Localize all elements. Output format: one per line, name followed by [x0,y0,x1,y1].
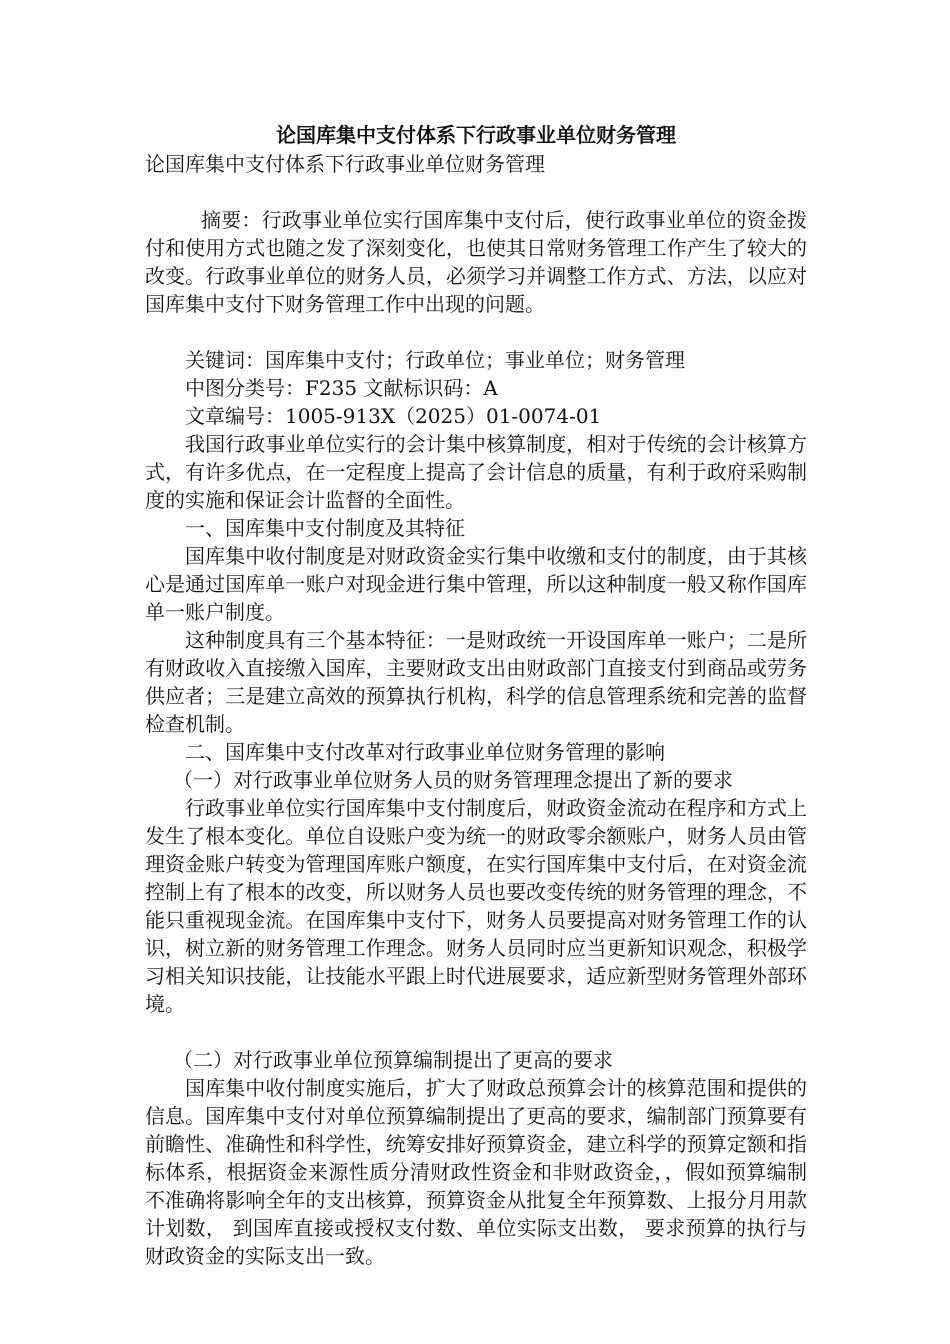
keywords-line: 关键词：国库集中支付；行政单位；事业单位；财务管理 [185,348,685,372]
intro-paragraph: 我国行政事业单位实行的会计集中核算制度，相对于传统的会计核算方式，有许多优点，在一定程度上提高了会计信息的质量，有利于政府采购制度的实施和保证会计监督的全面性。 [145,432,807,512]
section-1-paragraph-b: 这种制度具有三个基本特征：一是财政统一开设国库单一账户；二是所有财政收入直接缴入国库，主要财政支出由财政部门直接支付到商品或劳务供应者；三是建立高效的预算执行机构，科学的信息管理系统和完善的监督检查机制。 [145,628,807,736]
document-page [145,120,807,1270]
subsection-2-2-paragraph: 国库集中收付制度实施后，扩大了财政总预算会计的核算范围和提供的信息。国库集中支付对单位预算编制提出了更高的要求，编制部门预算要有前瞻性、准确性和科学性，统筹安排好预算资金，建立科学的预算定额和指标体系，根据资金来源性质分清财政性资金和非财政资金，，假如预算编制不准确将影响全年的支出核算，预算资金从批复全年预算数、上报分月用款计划数， 到国库直接或授权支付数、单位实际支出数， 要求预算的执行与财政资金的实际支出一致。 [145,1076,807,1268]
abstract-paragraph: 摘要：行政事业单位实行国库集中支付后，使行政事业单位的资金拨付和使用方式也随之发了深刻变化，也使其日常财务管理工作产生了较大的改变。行政事业单位的财务人员，必须学习并调整工作方式、方法，以应对国库集中支付下财务管理工作中出现的问题。 [145,208,807,316]
section-heading-2: 二、国库集中支付改革对行政事业单位财务管理的影响 [185,740,665,764]
section-1-paragraph-a: 国库集中收付制度是对财政资金实行集中收缴和支付的制度，由于其核心是通过国库单一账户对现金进行集中管理，所以这种制度一般又称作国库单一账户制度。 [145,544,807,624]
document-subtitle: 论国库集中支付体系下行政事业单位财务管理 [145,152,545,176]
document-title: 论国库集中支付体系下行政事业单位财务管理 [276,123,676,147]
subsection-heading-2-1: （一）对行政事业单位财务人员的财务管理理念提出了新的要求 [173,768,733,792]
article-number-line: 文章编号：1005-913X（2025）01-0074-01 [185,404,602,428]
subsection-2-1-paragraph: 行政事业单位实行国库集中支付制度后，财政资金流动在程序和方式上发生了根本变化。单位自设账户变为统一的财政零余额账户，财务人员由管理资金账户转变为管理国库账户额度，在实行国库集中支付后，在对资金流控制上有了根本的改变，所以财务人员也要改变传统的财务管理的理念，不能只重视现金流。在国库集中支付下，财务人员要提高对财务管理工作的认识，树立新的财务管理工作理念。财务人员同时应当更新知识观念，积极学习相关知识技能，让技能水平跟上时代进展要求，适应新型财务管理外部环境。 [145,796,807,1016]
subsection-heading-2-2: （二）对行政事业单位预算编制提出了更高的要求 [173,1048,613,1072]
classification-line: 中图分类号：F235 文献标识码：A [185,376,498,400]
section-heading-1: 一、国库集中支付制度及其特征 [185,516,465,540]
